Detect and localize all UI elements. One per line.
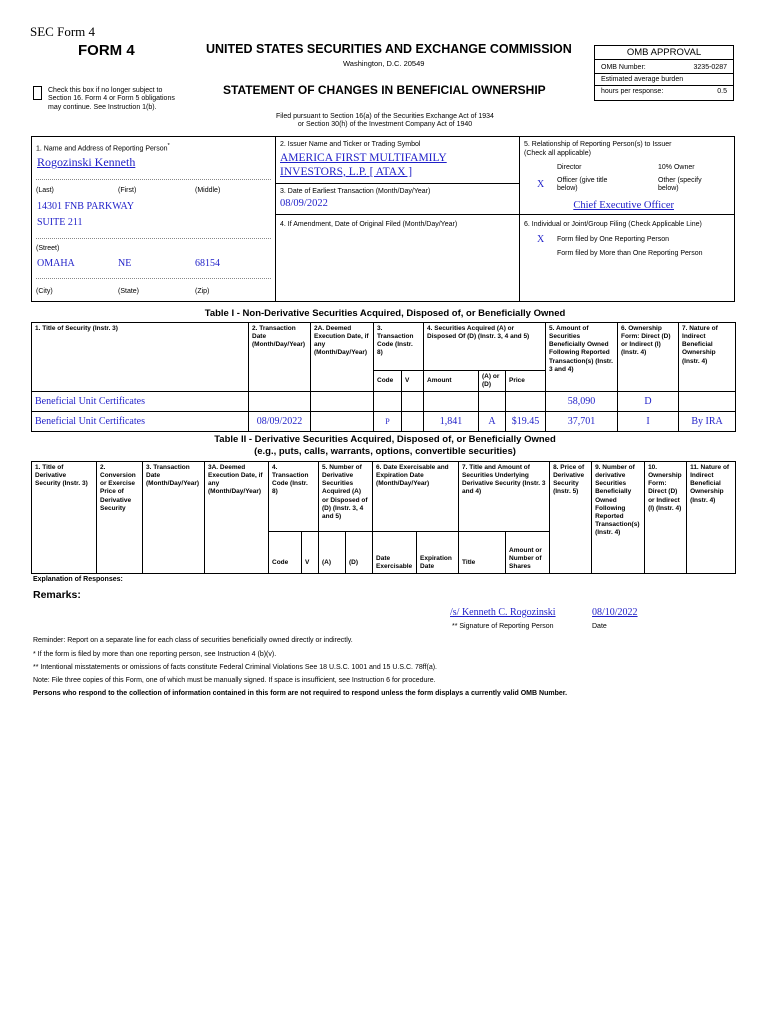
t1-header-owned: 5. Amount of Securities Beneficially Owned Following Reported Transaction(s) (Instr. 3 and 4) — [546, 323, 618, 392]
omb-number-value: 3235-0287 — [693, 64, 727, 71]
other-option[interactable] — [658, 177, 702, 194]
cell-amount: 1,841 — [424, 412, 479, 432]
agency-name: UNITED STATES SECURITIES AND EXCHANGE COMMISSION — [206, 42, 572, 56]
table1 — [31, 322, 736, 432]
state-value: NE — [118, 258, 132, 269]
reporting-person-label — [36, 143, 170, 154]
t2-header-deemed: 3A. Deemed Execution Date, if any (Month/Day/Year) — [205, 462, 269, 574]
footnote-omb-notice: Persons who respond to the collection of information contained in this form are not required to respond unless the form displays a currently valid OMB Number. — [33, 690, 568, 697]
ten-percent-owner-option[interactable]: 10% Owner — [658, 164, 695, 171]
t2-header-underlying: 7. Title and Amount of Securities Underlying Derivative Security (Instr. 3 and 4) — [459, 462, 550, 532]
other-option-line: Other (specify — [658, 177, 702, 184]
t1-header-date: 2. Transaction Date (Month/Day/Year) — [249, 323, 311, 392]
divider — [595, 73, 733, 74]
checkbox-note — [48, 87, 175, 112]
relationship-label: 5. Relationship of Reporting Person(s) to Issuer — [524, 141, 672, 148]
last-label: (Last) — [36, 187, 54, 194]
cell-nature — [679, 392, 736, 412]
remarks-label: Remarks: — [33, 589, 81, 601]
more-persons-option[interactable]: Form filed by More than One Reporting Person — [557, 250, 703, 257]
director-option[interactable]: Director — [557, 164, 582, 171]
cell-code — [374, 392, 402, 412]
agency-city: Washington, D.C. 20549 — [343, 59, 425, 68]
cell-v — [402, 392, 424, 412]
signature-label: ** Signature of Reporting Person — [452, 623, 554, 630]
issuer-name-line: INVESTORS, L.P. — [280, 166, 367, 178]
t2-header-date: 3. Transaction Date (Month/Day/Year) — [143, 462, 205, 574]
omb-hours-value: 0.5 — [717, 88, 727, 95]
omb-title: OMB APPROVAL — [595, 46, 733, 60]
cell-form: I — [618, 412, 679, 432]
filing-type-label: 6. Individual or Joint/Group Filing (Check Applicable Line) — [524, 221, 702, 228]
t2-subheader-d: (D) — [346, 532, 373, 574]
t2-subheader-expiration: Expiration Date — [417, 532, 459, 574]
earliest-transaction-label: 3. Date of Earliest Transaction (Month/Day/Year) — [280, 188, 431, 195]
t2-subheader-amount: Amount or Number of Shares — [506, 532, 550, 574]
table1-title: Table I - Non-Derivative Securities Acquired, Disposed of, or Beneficially Owned — [204, 308, 566, 319]
cell-form: D — [618, 392, 679, 412]
omb-number-label: OMB Number: — [601, 64, 646, 71]
cell-amount — [424, 392, 479, 412]
issuer-ticker: [ ATAX ] — [369, 166, 413, 178]
no-longer-subject-checkbox[interactable] — [33, 86, 42, 100]
t2-header-title: 1. Title of Derivative Security (Instr. 3) — [32, 462, 97, 574]
t1-subheader-v: V — [402, 371, 424, 392]
t2-header-owned: 9. Number of derivative Securities Beneficially Owned Following Reported Transaction(s) (Instr. 4) — [592, 462, 645, 574]
cell-date: 08/09/2022 — [249, 412, 311, 432]
zip-label: (Zip) — [195, 288, 210, 295]
t1-header-form: 6. Ownership Form: Direct (D) or Indirect (I) (Instr. 4) — [618, 323, 679, 392]
omb-approval-box — [594, 45, 734, 101]
one-person-check-mark: X — [537, 234, 545, 245]
signature: /s/ Kenneth C. Rogozinski — [450, 607, 556, 618]
t1-header-code: 3. Transaction Code (Instr. 8) — [374, 323, 424, 371]
footnote-misstatements: ** Intentional misstatements or omissions of facts constitute Federal Criminal Violations See 18 U.S.C. 1001 and 15 U.S.C. 78ff(a). — [33, 664, 437, 671]
t1-header-acquired: 4. Securities Acquired (A) or Disposed Of (D) (Instr. 3, 4 and 5) — [424, 323, 546, 371]
officer-check-mark: X — [537, 179, 545, 190]
relationship-box — [519, 136, 735, 215]
t1-subheader-price: Price — [506, 371, 546, 392]
date-label: Date — [592, 623, 607, 630]
cell-title: Beneficial Unit Certificates — [32, 392, 249, 412]
first-label: (First) — [118, 187, 137, 194]
t1-header-deemed: 2A. Deemed Execution Date, if any (Month/Day/Year) — [311, 323, 374, 392]
filed-pursuant-line: Filed pursuant to Section 16(a) of the Securities Exchange Act of 1934 — [276, 113, 494, 120]
cell-deemed — [311, 392, 374, 412]
filing-type-box — [519, 214, 735, 302]
t2-header-exercisable: 6. Date Exercisable and Expiration Date (Month/Day/Year) — [373, 462, 459, 532]
officer-option-line: Officer (give title — [557, 177, 608, 184]
street-line-1: 14301 FNB PARKWAY — [37, 201, 135, 212]
t2-header-form: 10. Ownership Form: Direct (D) or Indirect (I) (Instr. 4) — [645, 462, 687, 574]
footnote-multiple-persons: * If the form is filed by more than one reporting person, see Instruction 4 (b)(v). — [33, 651, 277, 658]
cell-aord — [479, 392, 506, 412]
t2-subheader-title: Title — [459, 532, 506, 574]
t1-header-nature: 7. Nature of Indirect Beneficial Ownership (Instr. 4) — [679, 323, 736, 392]
checkbox-note-line: Check this box if no longer subject to — [48, 87, 163, 94]
amendment-box — [275, 214, 520, 302]
other-option-line: below) — [658, 185, 679, 193]
issuer-name-line: AMERICA FIRST MULTIFAMILY — [280, 152, 447, 164]
officer-option-line: below) — [557, 185, 578, 193]
cell-owned: 37,701 — [546, 412, 618, 432]
table-row — [32, 412, 736, 432]
middle-label: (Middle) — [195, 187, 221, 194]
zip-value: 68154 — [195, 258, 220, 269]
street-line-2: SUITE 211 — [37, 217, 83, 228]
explanation-label: Explanation of Responses: — [33, 576, 123, 583]
issuer-name[interactable] — [280, 151, 447, 179]
t1-subheader-amount: Amount — [424, 371, 479, 392]
filed-pursuant-line: or Section 30(h) of the Investment Company Act of 1940 — [297, 121, 473, 129]
t1-header-title: 1. Title of Security (Instr. 3) — [32, 323, 249, 392]
filed-pursuant — [0, 113, 770, 130]
document-title: SEC Form 4 — [30, 24, 96, 39]
city-label: (City) — [36, 288, 53, 295]
amendment-label: 4. If Amendment, Date of Original Filed (Month/Day/Year) — [280, 221, 458, 228]
divider — [36, 278, 271, 279]
t2-header-nature: 11. Nature of Indirect Beneficial Ownership (Instr. 4) — [687, 462, 736, 574]
t2-header-price: 8. Price of Derivative Security (Instr. 5) — [550, 462, 592, 574]
footnote-reminder: Reminder: Report on a separate line for each class of securities beneficially owned directly or indirectly. — [33, 637, 353, 644]
checkbox-note-line: Section 16. Form 4 or Form 5 obligations — [48, 95, 175, 103]
checkbox-note-line: may continue. See Instruction 1(b). — [48, 103, 157, 111]
t1-subheader-code: Code — [374, 371, 402, 392]
table2-subtitle: (e.g., puts, calls, warrants, options, convertible securities) — [254, 446, 516, 457]
city-value: OMAHA — [37, 258, 75, 269]
t2-subheader-date-exercisable: Date Exercisable — [373, 532, 417, 574]
officer-option[interactable] — [557, 177, 607, 194]
issuer-label: 2. Issuer Name and Ticker or Trading Symbol — [280, 141, 421, 148]
t2-header-conversion: 2. Conversion or Exercise Price of Derivative Security — [97, 462, 143, 574]
divider — [36, 179, 271, 180]
cell-deemed — [311, 412, 374, 432]
t2-subheader-a: (A) — [319, 532, 346, 574]
cell-title: Beneficial Unit Certificates — [32, 412, 249, 432]
officer-title: Chief Executive Officer — [573, 200, 674, 211]
t2-subheader-v: V — [302, 532, 319, 574]
footnote-copies: Note: File three copies of this Form, one of which must be manually signed. If space is insufficient, see Instruction 6 for procedure. — [33, 677, 436, 684]
form-label: FORM 4 — [78, 42, 135, 59]
omb-hours-label: hours per response: — [601, 88, 664, 95]
cell-owned: 58,090 — [546, 392, 618, 412]
omb-burden-label: Estimated average burden — [601, 76, 684, 83]
reporting-person-name[interactable]: Rogozinski Kenneth — [37, 155, 136, 169]
street-label: (Street) — [36, 245, 60, 252]
t2-header-code: 4. Transaction Code (Instr. 8) — [269, 462, 319, 532]
table2-title — [0, 434, 770, 458]
cell-aord: A — [479, 412, 506, 432]
cell-v — [402, 412, 424, 432]
table2-title-line: Table II - Derivative Securities Acquired, Disposed of, or Beneficially Owned — [214, 434, 556, 445]
t2-header-number: 5. Number of Derivative Securities Acquired (A) or Disposed of (D) (Instr. 3, 4 and 5) — [319, 462, 373, 532]
t1-subheader-aord: (A) or (D) — [479, 371, 506, 392]
relationship-sublabel: (Check all applicable) — [524, 150, 591, 157]
divider — [595, 85, 733, 86]
earliest-transaction-box — [275, 183, 520, 215]
state-label: (State) — [118, 288, 140, 295]
one-person-option[interactable]: Form filed by One Reporting Person — [557, 236, 670, 243]
divider — [36, 238, 271, 239]
reporting-person-box — [31, 136, 276, 302]
asterisk: * — [167, 143, 170, 149]
earliest-transaction-date: 08/09/2022 — [280, 198, 328, 209]
cell-price: $19.45 — [506, 412, 546, 432]
cell-date — [249, 392, 311, 412]
issuer-box — [275, 136, 520, 184]
table2 — [31, 461, 736, 574]
table-row — [32, 392, 736, 412]
signature-date: 08/10/2022 — [592, 607, 638, 618]
box1-label-text: 1. Name and Address of Reporting Person — [36, 145, 168, 153]
cell-nature: By IRA — [679, 412, 736, 432]
t2-subheader-code: Code — [269, 532, 302, 574]
cell-price — [506, 392, 546, 412]
statement-title: STATEMENT OF CHANGES IN BENEFICIAL OWNERSHIP — [223, 83, 546, 97]
cell-code: P — [374, 412, 402, 432]
